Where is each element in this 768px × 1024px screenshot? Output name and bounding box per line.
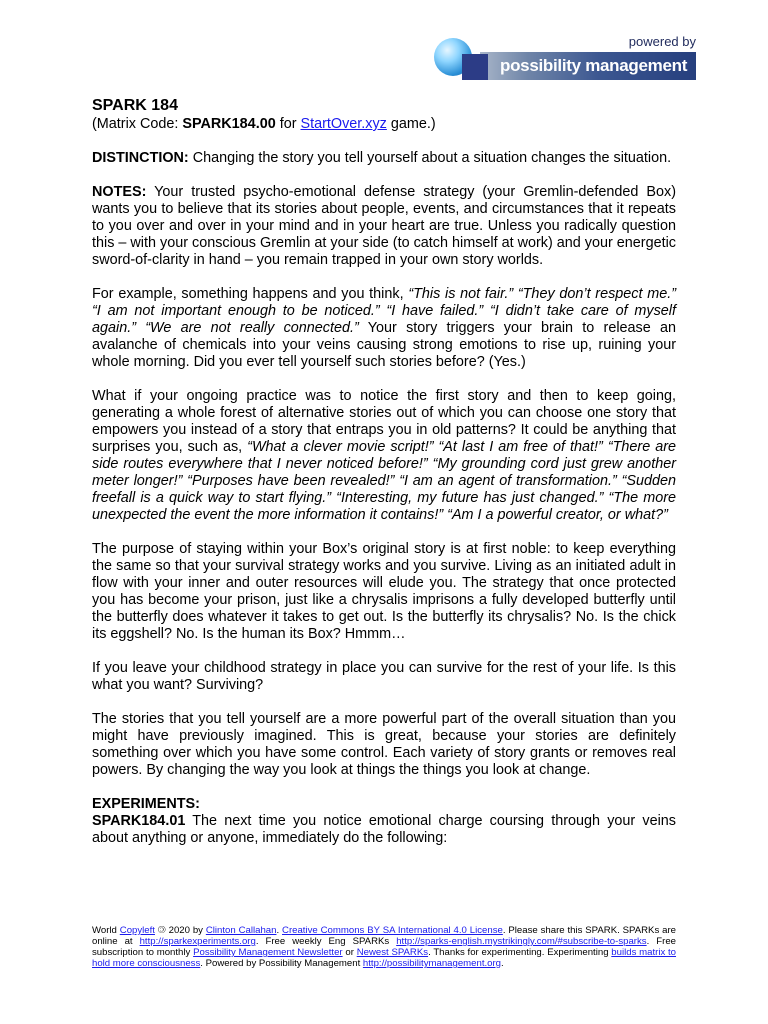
footer-weekly: . Free weekly Eng SPARKs <box>255 936 397 947</box>
footer-world: World <box>92 925 120 936</box>
matrix-code: SPARK184.00 <box>182 116 276 132</box>
author-link[interactable]: Clinton Callahan <box>205 925 277 936</box>
footer-powered: . Powered by Possibility Management <box>200 958 363 969</box>
distinction-label: DISTINCTION: <box>92 150 189 166</box>
stories-paragraph: The stories that you tell yourself are a more powerful part of the overall situation than you might have previously imagined. This is great, because your stories are definitely something over which you have some control. Each variety of story grants or removes real powers. By changing the way you look at things the things you look at change. <box>92 711 676 778</box>
license-link[interactable]: Creative Commons BY SA International 4.0 License <box>282 925 503 936</box>
page-title: SPARK 184 <box>92 97 178 114</box>
matrix-code-line <box>92 116 676 133</box>
newsletter-link[interactable]: Possibility Management Newsletter <box>193 947 343 958</box>
experiment-code: SPARK184.01 <box>92 813 186 829</box>
distinction-paragraph <box>92 150 676 167</box>
experiment-text: The next time you notice emotional charge coursing through your veins about anything or anyone, immediately do the following: <box>92 813 676 846</box>
sparkexperiments-link[interactable]: http://sparkexperiments.org <box>139 936 256 947</box>
document-body <box>92 96 676 864</box>
whatif-paragraph <box>92 388 676 524</box>
logo-square-icon <box>462 54 488 80</box>
footer <box>92 925 676 969</box>
startover-link[interactable]: StartOver.xyz <box>300 116 387 132</box>
whatif-quotes: “What a clever movie script!” “At last I am free of that!” “There are side routes everywhere that I never noticed before!” “My grounding cord just grew another meter longer!” “Purposes have been revealed!” “I am an agent of transformation.” “Sudden freefall is a quick way to start flying.” “Interesting, my future has just changed.” “The more unexpected the event the more information it contains!” “Am I a powerful creator, or what?” <box>92 439 677 523</box>
footer-sep: . <box>276 925 283 936</box>
whatif-lead: What if your ongoing practice was to notice the first story and then to keep going, generating a whole forest of alternative stories out of which you can choose one story that empowers you instead of a story that entraps you in old patterns? It could be anything that surprises you, such as, <box>92 388 676 455</box>
notes-label: NOTES: <box>92 184 147 200</box>
matrix-prefix: (Matrix Code: <box>92 116 183 132</box>
newest-sparks-link[interactable]: Newest SPARKs <box>356 947 429 958</box>
footer-or: or <box>342 947 357 958</box>
experiment-paragraph <box>92 813 676 847</box>
footer-monthly: . Free subscription to monthly <box>92 936 676 958</box>
example-lead: For example, something happens and you think, <box>92 286 409 302</box>
possibilitymanagement-link[interactable]: http://possibilitymanagement.org <box>362 958 502 969</box>
matrix-suffix: game.) <box>386 116 436 132</box>
notes-paragraph <box>92 184 676 269</box>
powered-by-text: powered by <box>628 34 696 49</box>
matrix-for: for <box>275 116 301 132</box>
possibility-management-logo <box>434 34 698 84</box>
example-tail: Your story triggers your brain to release an avalanche of chemicals into your veins causing strong emotions to rise up, ruining your whole morning. Did you ever tell yourself such stories before? (Yes.) <box>92 320 676 370</box>
copyleft-link[interactable]: Copyleft <box>119 925 155 936</box>
footer-share: . Please share this SPARK. SPARKs are online at <box>92 925 676 947</box>
logo-name: possibility management <box>500 56 688 75</box>
footer-text <box>92 925 676 969</box>
purpose-paragraph: The purpose of staying within your Box’s original story is at first noble: to keep everything the same so that your survival strategy works and you survive. Living as an initiated adult in flow with your inner and outer resources will elude you. The strategy that once protected you has become your prison, just like a chrysalis imprisons a fully developed butterfly until the butterfly does whatever it takes to get out. Is the butterfly its chrysalis? No. Is the chick its eggshell? No. Is the human its Box? Hmmm… <box>92 541 676 642</box>
experiments-heading: EXPERIMENTS: <box>92 796 200 812</box>
footer-thanks: . Thanks for experimenting. Experimenting <box>428 947 612 958</box>
distinction-text: Changing the story you tell yourself about a situation changes the situation. <box>188 150 672 166</box>
subscribe-link[interactable]: http://sparks-english.mystrikingly.com/#subscribe-to-sparks <box>396 936 647 947</box>
example-quotes: “This is not fair.” “They don’t respect me.” “I am not important enough to be noticed.” “I have failed.” “I didn’t take care of myself again.” “We are not really connected.” <box>92 286 677 336</box>
childhood-paragraph: If you leave your childhood strategy in place you can survive for the rest of your life. Is this what you want? Surviving? <box>92 660 676 693</box>
footer-year: 🄯 2020 by <box>154 925 206 936</box>
footer-end: . <box>501 958 504 969</box>
notes-text: Your trusted psycho-emotional defense strategy (your Gremlin-defended Box) wants you to believe that its stories about people, events, and circumstances that it repeats to you over and over in your mind and in your heart are true. Unless you radically question this – with your conscious Gremlin at your side (to catch himself at work) and your energetic sword-of-clarity in hand – you remain trapped in your own story worlds. <box>92 184 676 268</box>
example-paragraph <box>92 286 676 371</box>
builds-matrix-link[interactable]: builds matrix to hold more consciousness <box>92 947 677 969</box>
